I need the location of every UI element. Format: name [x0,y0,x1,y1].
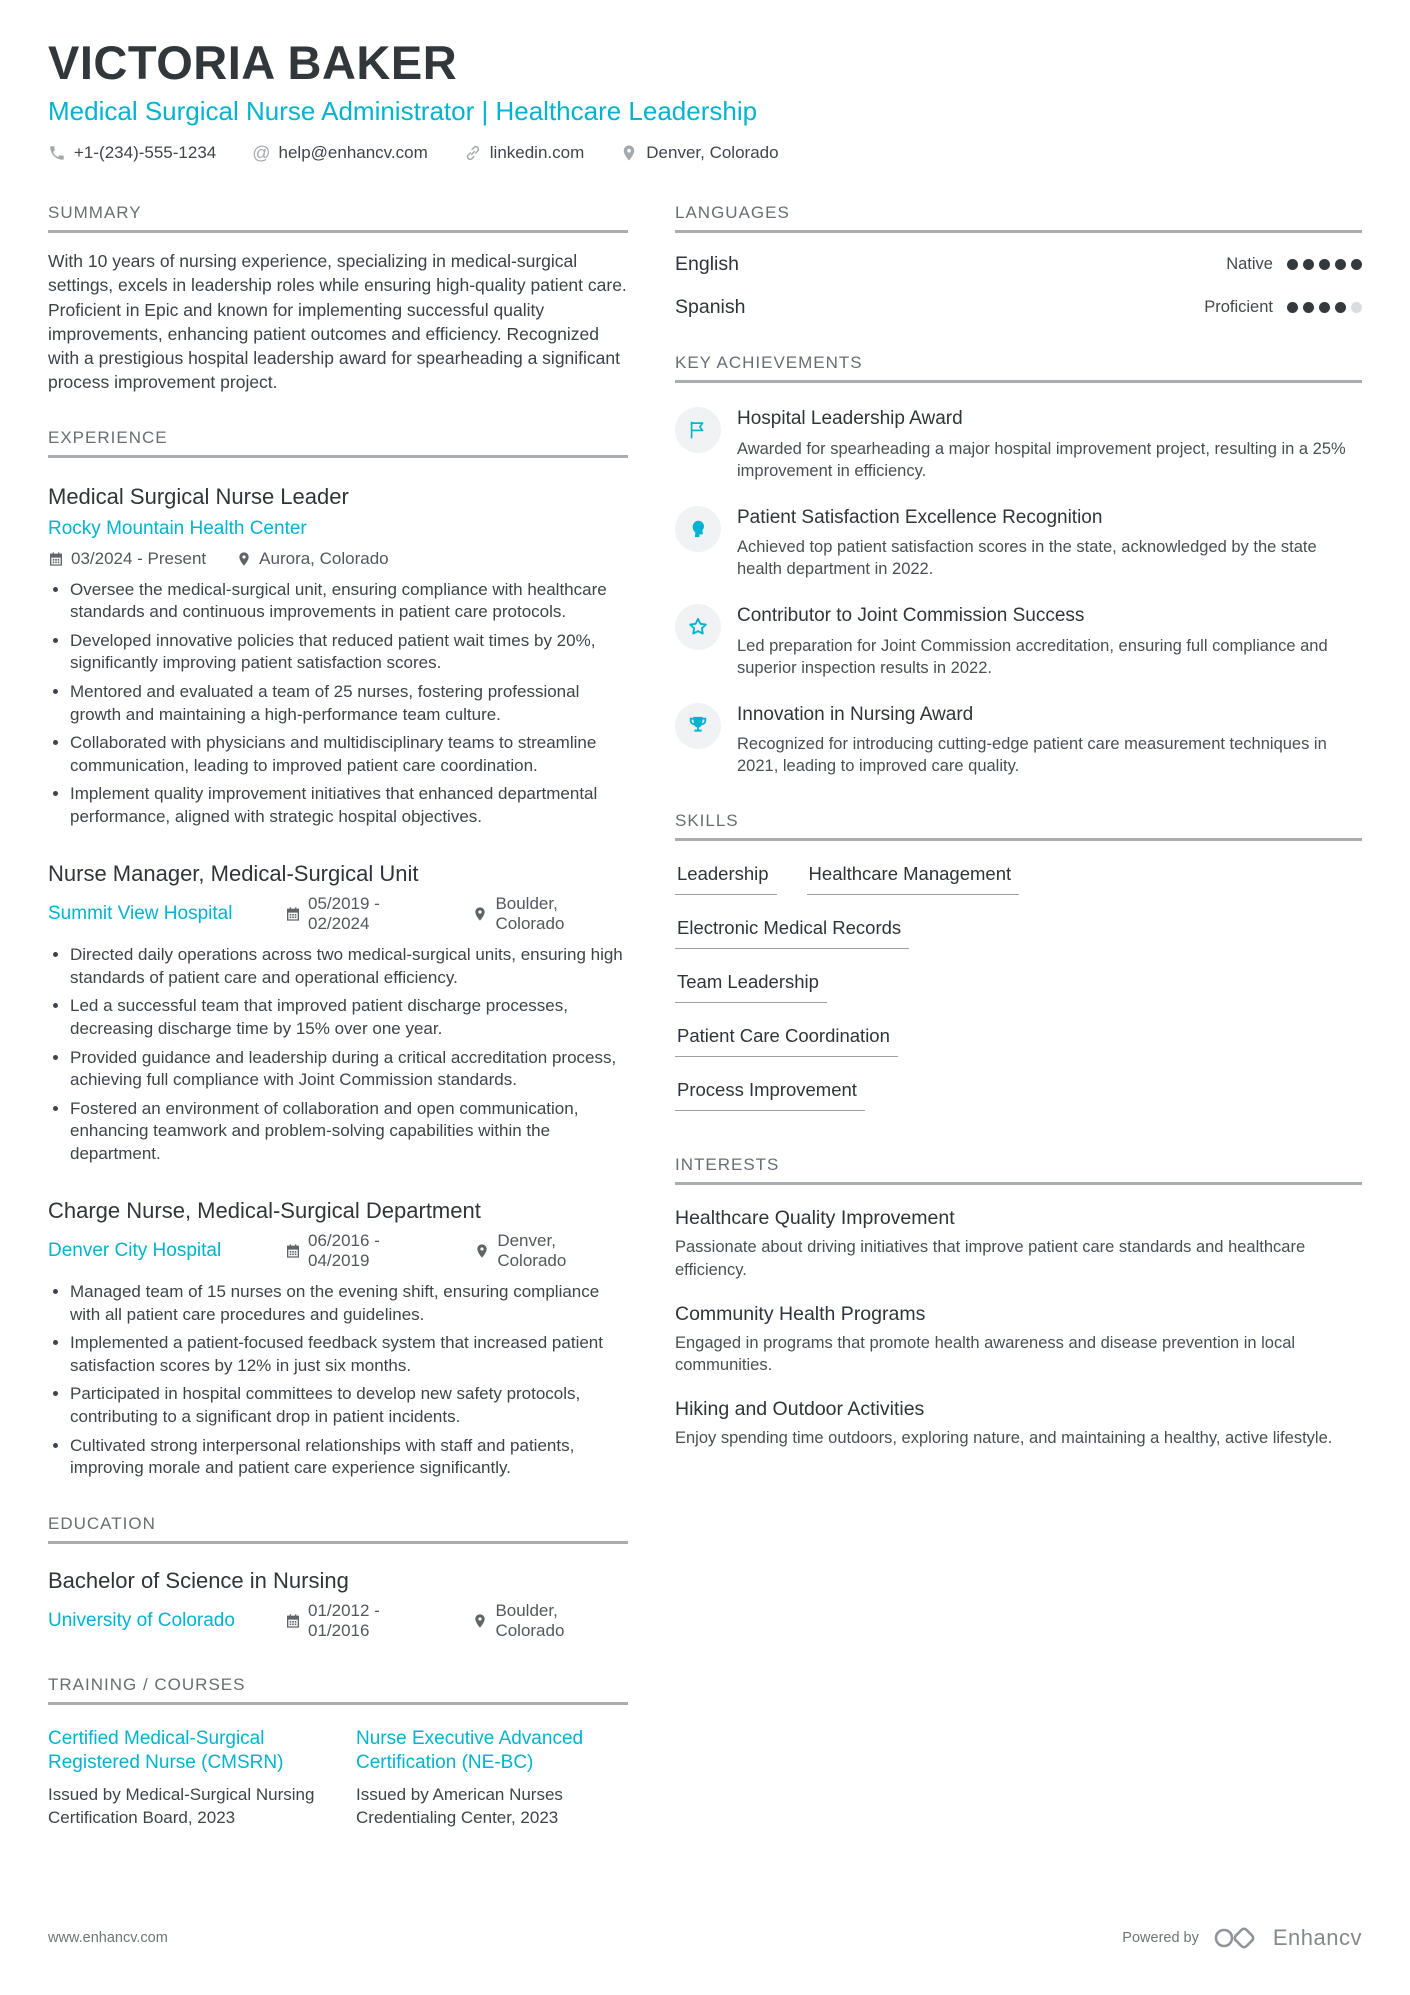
achievements-heading: KEY ACHIEVEMENTS [675,353,1362,383]
job-title: Charge Nurse, Medical-Surgical Department [48,1197,481,1223]
course-entry [48,1727,320,1830]
degree-title: Bachelor of Science in Nursing [48,1567,349,1593]
job-bullets [48,579,628,829]
language-name: Spanish [675,296,746,319]
right-column [675,203,1362,1829]
resume-header [48,38,1362,163]
bullet: • Led a successful team that improved patient discharge processes, decreasing discharge time by 15% over one year. [70,995,628,1040]
interest-title: Community Health Programs [675,1302,926,1325]
achievement-entry [675,506,1362,581]
training-heading: TRAINING / COURSES [48,1675,628,1705]
link-icon [464,144,482,162]
interest-entry [675,1207,1362,1280]
location-icon [620,144,638,162]
job-bullets [48,1281,628,1480]
achievement-icon-circle [675,604,721,650]
enhancv-logo-icon[interactable] [1213,1925,1259,1951]
skill-tag: Team Leadership [675,971,827,1003]
interests-heading: INTERESTS [675,1155,1362,1185]
job-company[interactable]: Rocky Mountain Health Center [48,517,307,539]
contact-location-value: Denver, Colorado [646,143,779,163]
star-icon [687,616,709,638]
section-achievements [675,353,1362,777]
location-icon [474,1243,490,1259]
bullet: • Implemented a patient-focused feedback system that increased patient satisfaction scores by 12% in just six months. [70,1332,628,1377]
skill-tag: Electronic Medical Records [675,917,909,949]
language-level-dots [1287,259,1362,270]
job-company[interactable]: Summit View Hospital [48,903,233,925]
language-row [675,296,1362,319]
location-icon [472,906,488,922]
section-languages [675,203,1362,319]
job-meta [48,894,628,934]
section-skills [675,811,1362,1111]
interest-entry [675,1398,1362,1449]
footer-site-link[interactable]: www.enhancv.com [48,1930,168,1946]
bullet: • Collaborated with physicians and multidisciplinary teams to streamline communication, leading to improved patient care coordination. [70,732,628,777]
school-name[interactable]: University of Colorado [48,1609,235,1631]
achievement-desc: Recognized for introducing cutting-edge patient care measurement techniques in 2021, leading to improved care quality. [737,735,1327,776]
contact-email-value: help@enhancv.com [278,143,428,163]
summary-heading: SUMMARY [48,203,628,233]
interest-desc: Passionate about driving initiatives that improve patient care standards and healthcare efficiency. [675,1238,1306,1279]
bullet: • Participated in hospital committees to develop new safety protocols, contributing to a significant drop in patient incidents. [70,1383,628,1428]
job-location: Aurora, Colorado [236,549,388,569]
headline: Medical Surgical Nurse Administrator | Healthcare Leadership [48,96,758,127]
bullet: • Directed daily operations across two medical-surgical units, ensuring high standards of patient care and operational efficiency. [70,944,628,989]
course-title[interactable]: Certified Medical-Surgical Registered Nurse (CMSRN) [48,1727,284,1774]
language-level-dots [1287,302,1362,313]
contact-location [620,143,778,163]
interest-desc: Enjoy spending time outdoors, exploring nature, and maintaining a healthy, active lifestyle. [675,1428,1333,1447]
contact-phone[interactable] [48,143,216,163]
job-dates: 05/2019 - 02/2024 [285,894,442,934]
bullet: • Fostered an environment of collaboration and open communication, enhancing teamwork and problem-solving capabilities within the department. [70,1098,628,1166]
skills-heading: SKILLS [675,811,1362,841]
powered-by-label: Powered by [1122,1930,1199,1946]
bullet: • Implement quality improvement initiatives that enhanced departmental performance, aligned with strategic hospital objectives. [70,783,628,828]
job-location: Boulder, Colorado [472,894,628,934]
experience-entry [48,861,628,1166]
interest-title: Healthcare Quality Improvement [675,1207,955,1230]
contact-email[interactable] [252,143,428,163]
page-footer [48,1925,1362,1951]
course-entry [356,1727,628,1830]
course-issuer: Issued by Medical-Surgical Nursing Certification Board, 2023 [48,1785,315,1828]
job-company[interactable]: Denver City Hospital [48,1239,222,1261]
bullet: • Provided guidance and leadership during a critical accreditation process, achieving full compliance with Joint Commission standards. [70,1047,628,1092]
calendar-icon [285,1243,301,1259]
education-meta [48,1601,628,1641]
section-experience [48,428,628,1480]
phone-icon [48,144,66,162]
calendar-icon [285,1613,301,1629]
bullet: • Developed innovative policies that reduced patient wait times by 20%, significantly improving patient satisfaction scores. [70,630,628,675]
contact-row [48,143,1362,163]
flag-icon [687,419,709,441]
achievement-entry [675,703,1362,778]
skill-tag: Process Improvement [675,1079,865,1111]
trophy-icon [687,715,709,737]
bullet: • Managed team of 15 nurses on the evening shift, ensuring compliance with all patient care procedures and guidelines. [70,1281,628,1326]
job-location: Denver, Colorado [474,1231,628,1271]
achievement-title: Hospital Leadership Award [737,408,963,430]
skill-tag: Leadership [675,863,777,895]
section-education [48,1514,628,1641]
section-summary [48,203,628,394]
section-interests [675,1155,1362,1449]
achievement-icon-circle [675,703,721,749]
job-dates: 06/2016 - 04/2019 [285,1231,444,1271]
interest-desc: Engaged in programs that promote health awareness and disease prevention in local communities. [675,1333,1296,1374]
job-dates: 03/2024 - Present [48,549,206,569]
language-level: Proficient [1204,298,1273,317]
summary-text: With 10 years of nursing experience, specializing in medical-surgical settings, excels in leadership roles while ensuring high-quality patient care. Proficient in Epic and known for implementing successful quality improvements, enhancing patient outcomes and efficiency. Recognized with a prestigious hospital leadership award for spearheading a significant process improvement project. [48,251,627,393]
section-training [48,1675,628,1830]
job-meta [48,1231,628,1271]
person-name: VICTORIA BAKER [48,36,458,89]
job-meta [48,549,628,569]
education-location: Boulder, Colorado [472,1601,628,1641]
achievement-icon-circle [675,506,721,552]
language-name: English [675,253,739,276]
achievement-entry [675,407,1362,482]
calendar-icon [285,906,301,922]
location-icon [236,551,252,567]
language-level: Native [1226,255,1273,274]
course-issuer: Issued by American Nurses Credentialing Center, 2023 [356,1785,563,1828]
course-title[interactable]: Nurse Executive Advanced Certification (NE-BC) [356,1727,584,1774]
interest-entry [675,1303,1362,1376]
education-dates: 01/2012 - 01/2016 [285,1601,442,1641]
achievement-title: Innovation in Nursing Award [737,703,974,725]
experience-heading: EXPERIENCE [48,428,628,458]
job-title: Medical Surgical Nurse Leader [48,484,349,510]
courses-list [48,1727,628,1830]
bullet: • Oversee the medical-surgical unit, ensuring compliance with healthcare standards and continuous improvements in patient care protocols. [70,579,628,624]
achievement-title: Contributor to Joint Commission Success [737,605,1085,627]
experience-entry [48,484,628,828]
skill-tag: Patient Care Coordination [675,1025,898,1057]
bullet: • Cultivated strong interpersonal relationships with staff and patients, improving morale and patient care experience significantly. [70,1435,628,1480]
achievement-desc: Led preparation for Joint Commission accreditation, ensuring full compliance and superior inspection results in 2022. [737,636,1328,677]
bullet: • Mentored and evaluated a team of 25 nurses, fostering professional growth and maintaining a high-performance team culture. [70,681,628,726]
skill-tag: Healthcare Management [807,863,1020,895]
contact-link-value: linkedin.com [489,143,585,163]
powered-by [1122,1925,1362,1951]
location-icon [472,1613,488,1629]
experience-entry [48,1198,628,1480]
interest-title: Hiking and Outdoor Activities [675,1397,925,1420]
at-icon: @ [252,143,271,164]
languages-heading: LANGUAGES [675,203,1362,233]
achievement-title: Patient Satisfaction Excellence Recognition [737,506,1103,528]
enhancv-wordmark[interactable]: Enhancv [1272,1925,1362,1950]
contact-phone-value: +1-(234)-555-1234 [74,143,217,163]
achievement-entry [675,604,1362,679]
education-heading: EDUCATION [48,1514,628,1544]
job-title: Nurse Manager, Medical-Surgical Unit [48,860,419,886]
calendar-icon [48,551,64,567]
language-row [675,253,1362,276]
job-bullets [48,944,628,1165]
achievement-desc: Awarded for spearheading a major hospital improvement project, resulting in a 25% improvement in efficiency. [737,439,1346,480]
achievement-icon-circle [675,407,721,453]
left-column [48,203,628,1829]
contact-link[interactable] [464,143,585,163]
achievement-desc: Achieved top patient satisfaction scores in the state, acknowledged by the state health department in 2022. [737,538,1317,579]
head-profile-icon [687,518,709,540]
